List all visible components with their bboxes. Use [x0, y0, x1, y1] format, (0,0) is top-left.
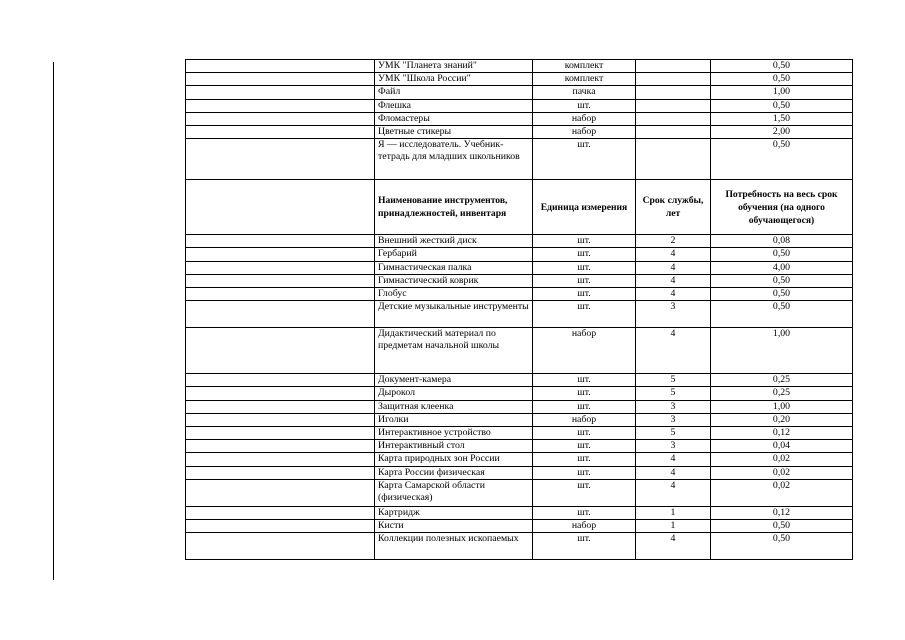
item-unit: пачка	[533, 86, 636, 99]
item-name: УМК "Школа России"	[375, 73, 533, 86]
table-row	[186, 533, 853, 560]
item-term	[636, 86, 711, 99]
blank-cell	[186, 440, 375, 453]
table-row	[186, 427, 853, 440]
item-unit: набор	[533, 413, 636, 426]
item-term: 5	[636, 374, 711, 387]
item-name: Цветные стикеры	[375, 126, 533, 139]
item-unit: шт.	[533, 400, 636, 413]
table-row	[186, 248, 853, 261]
blank-cell	[186, 479, 375, 506]
item-name: Файл	[375, 86, 533, 99]
blank-cell	[186, 400, 375, 413]
table-row	[186, 86, 853, 99]
item-name: Коллекции полезных ископаемых	[375, 533, 533, 560]
item-unit: комплект	[533, 60, 636, 73]
item-name: Картридж	[375, 506, 533, 519]
item-term: 4	[636, 466, 711, 479]
item-need: 0,20	[711, 413, 853, 426]
table-row	[186, 453, 853, 466]
item-unit: шт.	[533, 248, 636, 261]
item-unit: набор	[533, 520, 636, 533]
item-need: 4,00	[711, 261, 853, 274]
table-row	[186, 328, 853, 374]
item-name: Дырокол	[375, 387, 533, 400]
item-name: Гербарий	[375, 248, 533, 261]
item-need: 0,08	[711, 235, 853, 248]
item-unit: шт.	[533, 440, 636, 453]
item-name: Карта Самарской области (физическая)	[375, 479, 533, 506]
item-unit: шт.	[533, 387, 636, 400]
table-row	[186, 301, 853, 328]
table-row	[186, 288, 853, 301]
blank-cell	[186, 112, 375, 125]
item-unit: шт.	[533, 139, 636, 180]
item-name: Кисти	[375, 520, 533, 533]
page-margin-line	[53, 62, 54, 580]
item-name: Я — исследователь. Учебник-тетрадь для младших школьников	[375, 139, 533, 180]
item-term: 3	[636, 413, 711, 426]
item-name: Глобус	[375, 288, 533, 301]
item-need: 0,50	[711, 99, 853, 112]
blank-cell	[186, 387, 375, 400]
table-row	[186, 99, 853, 112]
item-unit: шт.	[533, 506, 636, 519]
item-need: 0,50	[711, 274, 853, 287]
blank-cell	[186, 180, 375, 235]
item-need: 0,04	[711, 440, 853, 453]
table-row	[186, 400, 853, 413]
table-row	[186, 112, 853, 125]
item-unit: шт.	[533, 274, 636, 287]
item-unit: шт.	[533, 261, 636, 274]
item-name: УМК "Планета знаний"	[375, 60, 533, 73]
item-term: 1	[636, 506, 711, 519]
item-term: 3	[636, 301, 711, 328]
item-unit: шт.	[533, 533, 636, 560]
table-row	[186, 387, 853, 400]
blank-cell	[186, 288, 375, 301]
item-name: Карта России физическая	[375, 466, 533, 479]
item-need: 0,50	[711, 520, 853, 533]
blank-cell	[186, 413, 375, 426]
item-need: 0,12	[711, 506, 853, 519]
item-term: 1	[636, 520, 711, 533]
item-name: Гимнастическая палка	[375, 261, 533, 274]
item-term: 3	[636, 400, 711, 413]
item-need: 0,50	[711, 60, 853, 73]
blank-cell	[186, 99, 375, 112]
item-unit: шт.	[533, 374, 636, 387]
item-unit: набор	[533, 126, 636, 139]
item-name: Гимнастический коврик	[375, 274, 533, 287]
blank-cell	[186, 301, 375, 328]
item-name: Детские музыкальные инструменты	[375, 301, 533, 328]
item-term	[636, 99, 711, 112]
blank-cell	[186, 374, 375, 387]
item-term: 4	[636, 274, 711, 287]
table-row	[186, 73, 853, 86]
item-unit: шт.	[533, 479, 636, 506]
item-unit: шт.	[533, 99, 636, 112]
item-name: Защитная клеенка	[375, 400, 533, 413]
item-term	[636, 60, 711, 73]
blank-cell	[186, 453, 375, 466]
item-name: Фломастеры	[375, 112, 533, 125]
header-need: Потребность на весь срок обучения (на одного обучающегося)	[711, 180, 853, 235]
item-unit: комплект	[533, 73, 636, 86]
item-term	[636, 112, 711, 125]
header-name: Наименование инструментов, принадлежностей, инвентаря	[375, 180, 533, 235]
item-name: Внешний жесткий диск	[375, 235, 533, 248]
blank-cell	[186, 235, 375, 248]
equipment-table	[185, 59, 853, 560]
blank-cell	[186, 86, 375, 99]
item-name: Интерактивное устройство	[375, 427, 533, 440]
item-name: Документ-камера	[375, 374, 533, 387]
item-need: 0,02	[711, 453, 853, 466]
item-need: 0,02	[711, 466, 853, 479]
blank-cell	[186, 427, 375, 440]
table-row	[186, 466, 853, 479]
blank-cell	[186, 60, 375, 73]
blank-cell	[186, 466, 375, 479]
item-term	[636, 126, 711, 139]
item-need: 1,00	[711, 86, 853, 99]
table-header-row	[186, 180, 853, 235]
header-unit: Единица измерения	[533, 180, 636, 235]
item-name: Иголки	[375, 413, 533, 426]
blank-cell	[186, 520, 375, 533]
item-term: 4	[636, 453, 711, 466]
item-unit: шт.	[533, 466, 636, 479]
table-row	[186, 506, 853, 519]
item-name: Карта природных зон России	[375, 453, 533, 466]
table-row	[186, 261, 853, 274]
item-need: 0,50	[711, 73, 853, 86]
item-need: 0,25	[711, 387, 853, 400]
blank-cell	[186, 533, 375, 560]
table-row	[186, 520, 853, 533]
item-term: 4	[636, 479, 711, 506]
item-need: 0,50	[711, 301, 853, 328]
blank-cell	[186, 506, 375, 519]
item-need: 1,50	[711, 112, 853, 125]
item-need: 0,02	[711, 479, 853, 506]
blank-cell	[186, 73, 375, 86]
item-term: 4	[636, 288, 711, 301]
item-unit: шт.	[533, 235, 636, 248]
item-unit: набор	[533, 328, 636, 374]
item-need: 0,25	[711, 374, 853, 387]
item-need: 0,50	[711, 248, 853, 261]
item-name: Дидактический материал по предметам начальной школы	[375, 328, 533, 374]
table-row	[186, 274, 853, 287]
item-term: 3	[636, 440, 711, 453]
item-name: Интерактивный стол	[375, 440, 533, 453]
item-term: 4	[636, 248, 711, 261]
item-unit: шт.	[533, 453, 636, 466]
blank-cell	[186, 139, 375, 180]
table-row	[186, 60, 853, 73]
item-need: 0,50	[711, 288, 853, 301]
item-term: 2	[636, 235, 711, 248]
table-row	[186, 374, 853, 387]
item-need: 1,00	[711, 328, 853, 374]
item-need: 0,12	[711, 427, 853, 440]
item-need: 2,00	[711, 126, 853, 139]
blank-cell	[186, 261, 375, 274]
item-term: 5	[636, 387, 711, 400]
item-term: 4	[636, 261, 711, 274]
table-row	[186, 479, 853, 506]
item-need: 1,00	[711, 400, 853, 413]
blank-cell	[186, 248, 375, 261]
item-name: Флешка	[375, 99, 533, 112]
item-term	[636, 139, 711, 180]
item-term: 4	[636, 533, 711, 560]
item-unit: шт.	[533, 301, 636, 328]
table-row	[186, 235, 853, 248]
table-row	[186, 139, 853, 180]
item-term	[636, 73, 711, 86]
item-need: 0,50	[711, 533, 853, 560]
item-unit: набор	[533, 112, 636, 125]
item-term: 5	[636, 427, 711, 440]
table-row	[186, 413, 853, 426]
item-need: 0,50	[711, 139, 853, 180]
item-term: 4	[636, 328, 711, 374]
blank-cell	[186, 126, 375, 139]
item-unit: шт.	[533, 288, 636, 301]
blank-cell	[186, 328, 375, 374]
table-row	[186, 126, 853, 139]
header-term: Срок службы, лет	[636, 180, 711, 235]
blank-cell	[186, 274, 375, 287]
table-row	[186, 440, 853, 453]
item-unit: шт.	[533, 427, 636, 440]
